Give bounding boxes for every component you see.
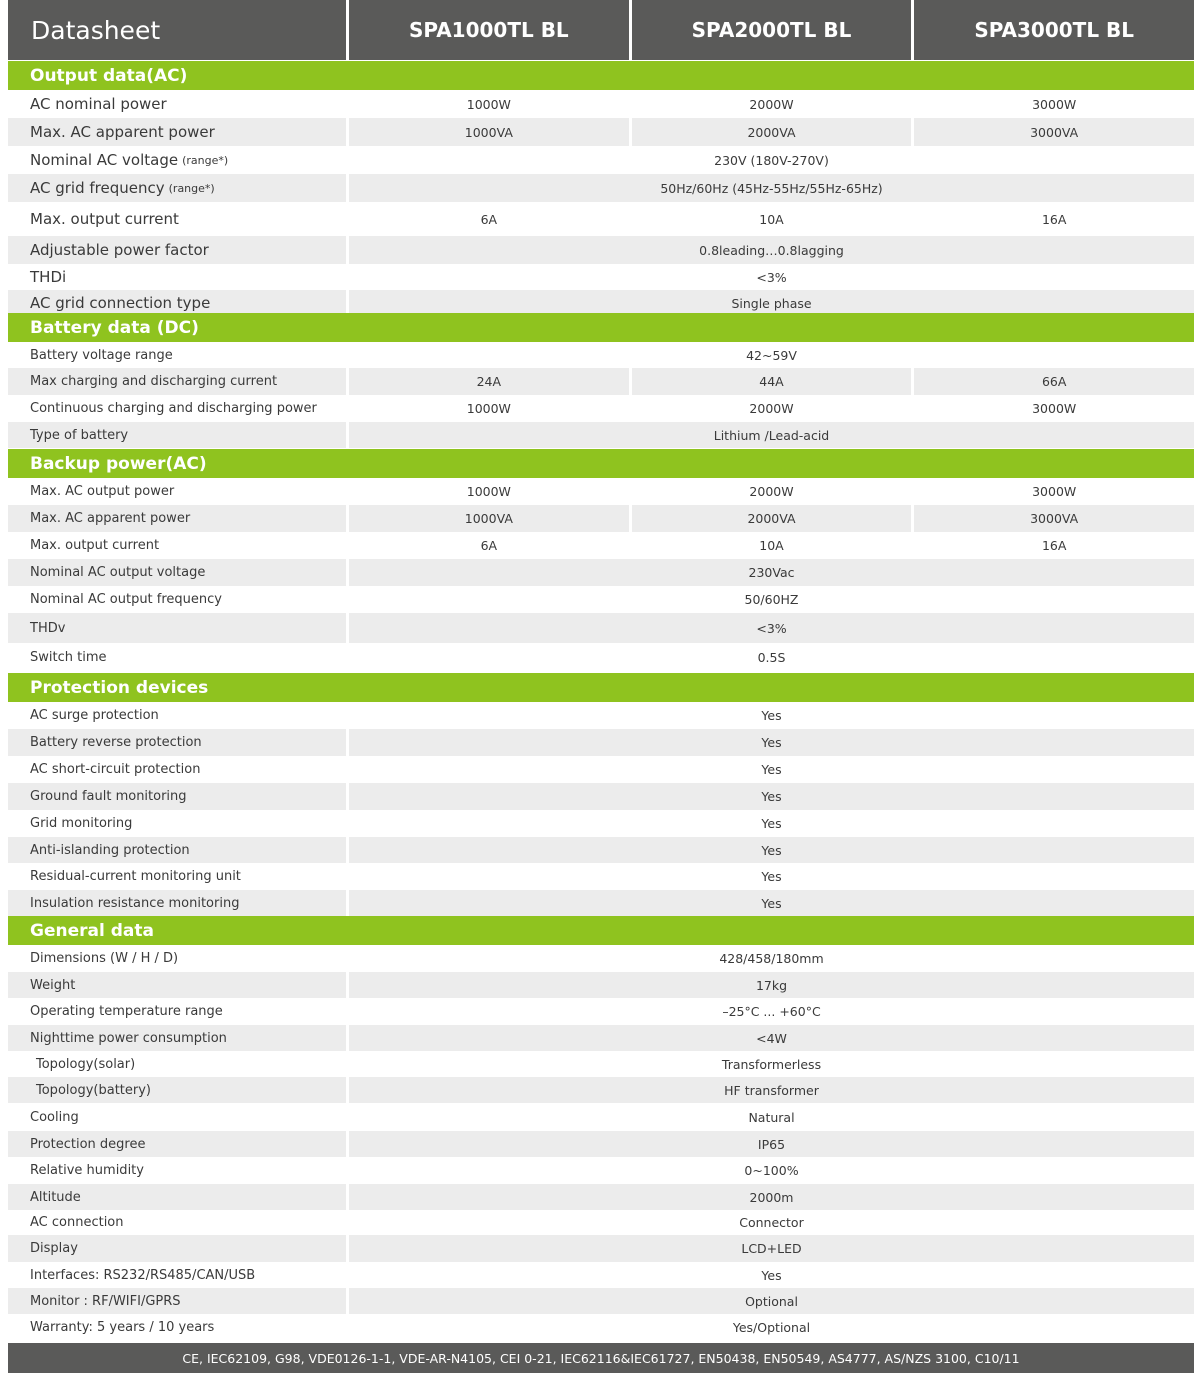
- row-label: [8, 478, 346, 505]
- cell-model-1: 1000VA: [349, 505, 629, 532]
- row-label-text: Switch time: [30, 650, 107, 665]
- cell-model-3: 3000W: [1032, 96, 1077, 112]
- row-label-text: Interfaces: RS232/RS485/CAN/USB: [30, 1267, 256, 1283]
- row-label: [8, 1077, 346, 1103]
- table-row: [8, 1184, 1194, 1210]
- cell-all-models: Yes: [761, 708, 782, 723]
- row-label: [8, 1262, 346, 1288]
- row-label: [8, 756, 346, 783]
- table-row: [8, 90, 1194, 118]
- table-row: [8, 174, 1194, 202]
- cell-model-2: 10A: [759, 211, 784, 227]
- row-label-text: Max. AC apparent power: [30, 123, 215, 141]
- row-label: [8, 1288, 346, 1314]
- table-row: [8, 1157, 1194, 1184]
- cell-all-models: <3%: [349, 613, 1194, 643]
- row-label-text: Topology(solar): [36, 1056, 136, 1072]
- table-row: [8, 1131, 1194, 1157]
- cell-all-models: Yes: [349, 890, 1194, 916]
- row-label: [8, 783, 346, 810]
- table-row: [8, 368, 1194, 395]
- row-label: [8, 559, 346, 586]
- table-row: [8, 1025, 1194, 1051]
- cell-model-3: 3000VA: [914, 118, 1194, 146]
- table-row: [8, 1103, 1194, 1131]
- row-label-text: Type of battery: [30, 427, 129, 443]
- row-label-text: AC nominal power: [30, 95, 167, 113]
- row-label-text: Nominal AC output frequency: [30, 592, 222, 607]
- row-label: [8, 810, 346, 837]
- row-label: [8, 890, 346, 916]
- cell-all-models: Lithium /Lead-acid: [349, 422, 1194, 448]
- row-label-text: Anti-islanding protection: [30, 842, 190, 858]
- cell-model-2: 2000VA: [632, 118, 912, 146]
- row-label-text: Max charging and discharging current: [30, 374, 278, 389]
- cell-model-3: 3000VA: [914, 505, 1194, 532]
- row-label: [8, 342, 346, 368]
- cell-all-models: Single phase: [349, 290, 1194, 316]
- cell-all-models: 50/60HZ: [744, 592, 799, 607]
- table-row: [8, 729, 1194, 756]
- table-row: [8, 1314, 1194, 1340]
- table-row: [8, 1262, 1194, 1288]
- section-title: Battery data (DC): [8, 313, 1194, 342]
- row-label: [8, 1157, 346, 1184]
- row-label-text: Nominal AC voltage: [30, 151, 179, 169]
- row-label-text: Residual-current monitoring unit: [30, 869, 241, 884]
- cell-all-models: 230V (180V-270V): [714, 152, 829, 168]
- table-row: [8, 837, 1194, 863]
- row-label-text: Max. AC apparent power: [30, 511, 191, 526]
- row-label: [8, 613, 346, 643]
- table-row: [8, 478, 1194, 505]
- row-label-text: Protection degree: [30, 1136, 146, 1152]
- row-label-text: Ground fault monitoring: [30, 789, 187, 804]
- row-label: [8, 505, 346, 532]
- cell-model-1: 1000W: [466, 96, 511, 112]
- row-label: [8, 395, 346, 422]
- row-label-text: Operating temperature range: [30, 1004, 223, 1019]
- cell-all-models: Natural: [748, 1109, 795, 1125]
- row-label: [8, 422, 346, 448]
- cell-model-1: 1000VA: [349, 118, 629, 146]
- row-label: [8, 368, 346, 395]
- row-label-text: Nominal AC output voltage: [30, 565, 206, 580]
- row-label: [8, 532, 346, 559]
- table-row: [8, 559, 1194, 586]
- row-label-text: Altitude: [30, 1189, 81, 1205]
- cell-all-models: IP65: [349, 1131, 1194, 1157]
- table-row: [8, 422, 1194, 448]
- row-label-text: AC surge protection: [30, 708, 159, 723]
- row-label: [8, 174, 346, 202]
- cell-all-models: Yes: [349, 783, 1194, 810]
- row-label-text: AC grid connection type: [30, 294, 211, 312]
- row-label: [8, 1051, 346, 1077]
- datasheet-title: Datasheet: [8, 0, 346, 60]
- row-label: [8, 1184, 346, 1210]
- row-label: [8, 202, 346, 236]
- cell-all-models: –25°C ... +60°C: [722, 1004, 821, 1019]
- row-label: [8, 972, 346, 998]
- row-label-text: Grid monitoring: [30, 816, 133, 831]
- section-title: General data: [8, 916, 1194, 945]
- row-label-text: Insulation resistance monitoring: [30, 895, 240, 911]
- cell-all-models: 230Vac: [349, 559, 1194, 586]
- cell-model-1: 6A: [480, 211, 498, 227]
- cell-all-models: Yes: [761, 1267, 782, 1283]
- model-column-1: SPA1000TL BL: [349, 0, 629, 60]
- cell-all-models: Connector: [739, 1215, 804, 1230]
- cell-all-models: <3%: [756, 269, 787, 285]
- table-row: [8, 505, 1194, 532]
- row-label: [8, 837, 346, 863]
- cell-all-models: 50Hz/60Hz (45Hz-55Hz/55Hz-65Hz): [349, 174, 1194, 202]
- row-label-text: AC connection: [30, 1215, 124, 1230]
- cell-model-2: 44A: [632, 368, 912, 395]
- table-row: [8, 810, 1194, 837]
- section-title: Protection devices: [8, 673, 1194, 702]
- row-label-text: THDv: [30, 620, 66, 636]
- table-row: [8, 118, 1194, 146]
- cell-all-models: <4W: [349, 1025, 1194, 1051]
- cell-model-3: 16A: [1041, 538, 1067, 553]
- row-label-text: Warranty: 5 years / 10 years: [30, 1319, 215, 1335]
- table-row: [8, 264, 1194, 290]
- cell-all-models: LCD+LED: [349, 1235, 1194, 1262]
- table-row: [8, 395, 1194, 422]
- section-4: [8, 916, 1194, 1340]
- row-label: [8, 702, 346, 729]
- section-0: [8, 61, 1194, 316]
- cell-all-models: 17kg: [349, 972, 1194, 998]
- row-label: [8, 729, 346, 756]
- row-label: [8, 998, 346, 1025]
- table-row: [8, 998, 1194, 1025]
- cell-model-1: 1000W: [466, 401, 511, 416]
- row-label: [8, 1025, 346, 1051]
- cell-model-3: 16A: [1041, 211, 1067, 227]
- table-row: [8, 342, 1194, 368]
- table-row: [8, 1077, 1194, 1103]
- cell-all-models: Yes: [761, 816, 782, 831]
- model-column-2: SPA2000TL BL: [632, 0, 912, 60]
- section-3: [8, 673, 1194, 916]
- cell-model-2: 2000W: [749, 96, 794, 112]
- table-row: [8, 1051, 1194, 1077]
- table-row: [8, 890, 1194, 916]
- cell-all-models: 428/458/180mm: [719, 951, 824, 966]
- cell-model-1: 24A: [349, 368, 629, 395]
- cell-all-models: HF transformer: [349, 1077, 1194, 1103]
- row-label: [8, 863, 346, 890]
- table-row: [8, 1210, 1194, 1235]
- table-row: [8, 702, 1194, 729]
- row-label-text: Max. output current: [30, 210, 179, 228]
- row-label-text: Display: [30, 1241, 78, 1256]
- row-label-text: AC grid frequency: [30, 179, 165, 197]
- row-label-text: Max. output current: [30, 538, 160, 553]
- cell-all-models: Transformerless: [721, 1056, 822, 1072]
- row-label: [8, 264, 346, 290]
- cell-all-models: Yes: [761, 762, 782, 777]
- certifications-footer: CE, IEC62109, G98, VDE0126-1-1, VDE-AR-N4105, CEI 0-21, IEC62116&IEC61727, EN50438, EN50549, AS4777, AS/NZS 3100, C10/11: [8, 1343, 1194, 1373]
- row-label: [8, 236, 346, 264]
- cell-all-models: Yes: [349, 837, 1194, 863]
- row-label-text: Topology(battery): [36, 1082, 151, 1098]
- cell-model-1: 1000W: [466, 484, 511, 499]
- table-row: [8, 202, 1194, 236]
- table-row: [8, 643, 1194, 672]
- row-label: [8, 643, 346, 672]
- table-row: [8, 783, 1194, 810]
- cell-all-models: Yes/Optional: [732, 1319, 811, 1335]
- row-label: [8, 1314, 346, 1340]
- cell-all-models: 0.8leading…0.8lagging: [349, 236, 1194, 264]
- row-label-text: Continuous charging and discharging power: [30, 401, 317, 416]
- table-row: [8, 1235, 1194, 1262]
- cell-model-2: 2000W: [749, 484, 794, 499]
- table-row: [8, 146, 1194, 174]
- model-column-3: SPA3000TL BL: [914, 0, 1194, 60]
- section-2: [8, 449, 1194, 672]
- table-header: [8, 0, 1194, 60]
- table-row: [8, 532, 1194, 559]
- row-label-text: THDi: [30, 268, 67, 286]
- cell-all-models: Yes: [761, 869, 782, 884]
- table-row: [8, 972, 1194, 998]
- row-label-suffix: (range*): [168, 181, 215, 195]
- datasheet-table: [8, 0, 1194, 1335]
- row-label-text: Max. AC output power: [30, 484, 175, 499]
- row-label-text: Adjustable power factor: [30, 241, 209, 259]
- table-row: [8, 1288, 1194, 1314]
- row-label: [8, 146, 346, 174]
- cell-all-models: Yes: [349, 729, 1194, 756]
- row-label-text: AC short-circuit protection: [30, 762, 201, 777]
- table-row: [8, 613, 1194, 643]
- cell-model-3: 3000W: [1032, 401, 1077, 416]
- row-label: [8, 1235, 346, 1262]
- row-label-suffix: (range*): [182, 153, 229, 167]
- row-label: [8, 1131, 346, 1157]
- cell-all-models: 2000m: [349, 1184, 1194, 1210]
- cell-all-models: Optional: [349, 1288, 1194, 1314]
- row-label: [8, 586, 346, 613]
- row-label: [8, 90, 346, 118]
- cell-model-2: 10A: [759, 538, 784, 553]
- cell-model-3: 66A: [914, 368, 1194, 395]
- section-title: Backup power(AC): [8, 449, 1194, 478]
- cell-model-1: 6A: [480, 538, 498, 553]
- row-label: [8, 1210, 346, 1235]
- section-1: [8, 313, 1194, 448]
- section-title: Output data(AC): [8, 61, 1194, 90]
- cell-model-3: 3000W: [1032, 484, 1077, 499]
- cell-model-2: 2000W: [749, 401, 794, 416]
- table-row: [8, 756, 1194, 783]
- row-label-text: Monitor : RF/WIFI/GPRS: [30, 1293, 181, 1309]
- row-label-text: Battery reverse protection: [30, 735, 202, 750]
- row-label-text: Cooling: [30, 1109, 79, 1125]
- row-label: [8, 118, 346, 146]
- cell-all-models: 42~59V: [746, 347, 797, 363]
- row-label: [8, 945, 346, 972]
- table-row: [8, 863, 1194, 890]
- table-row: [8, 586, 1194, 613]
- row-label-text: Relative humidity: [30, 1163, 144, 1178]
- cell-model-2: 2000VA: [632, 505, 912, 532]
- table-row: [8, 236, 1194, 264]
- row-label-text: Nighttime power consumption: [30, 1030, 227, 1046]
- table-row: [8, 945, 1194, 972]
- cell-all-models: 0.5S: [757, 650, 786, 665]
- row-label-text: Weight: [30, 977, 76, 993]
- row-label: [8, 1103, 346, 1131]
- row-label-text: Dimensions (W / H / D): [30, 951, 179, 966]
- cell-all-models: 0~100%: [744, 1163, 799, 1178]
- row-label-text: Battery voltage range: [30, 347, 173, 363]
